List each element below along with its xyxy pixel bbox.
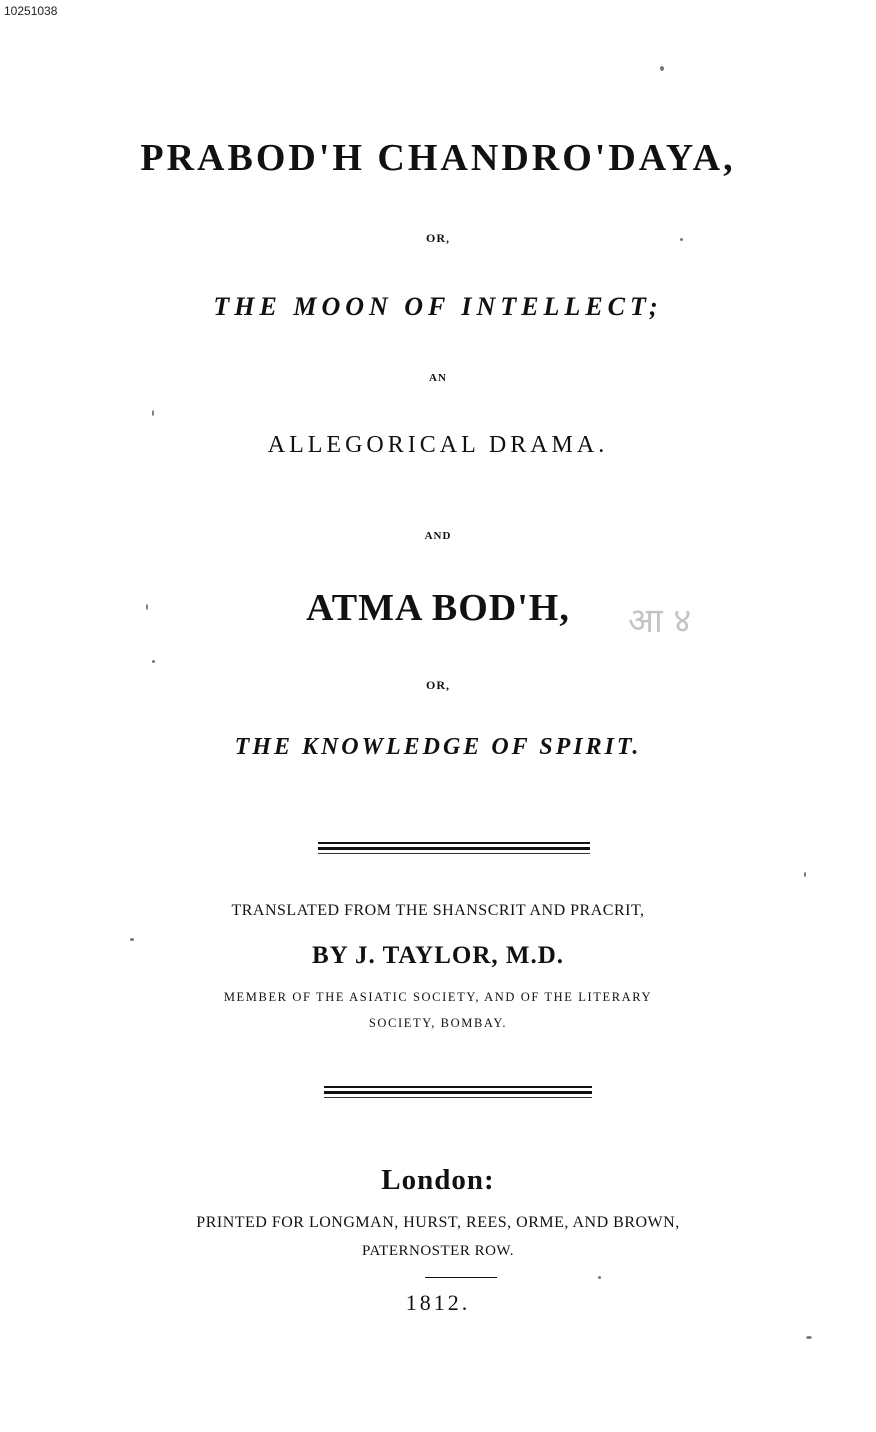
membership-line-2: SOCIETY, BOMBAY. (368, 1016, 508, 1030)
ornamental-rule-1 (318, 842, 590, 856)
scan-speck (152, 660, 155, 663)
or-connector-2: OR, (426, 678, 450, 692)
ornamental-rule-2 (324, 1086, 592, 1100)
scan-speck (130, 938, 134, 941)
allegorical-drama-line: ALLEGORICAL DRAMA. (267, 432, 609, 458)
second-title: ATMA BOD'H, (306, 587, 570, 629)
devanagari-stamp: आ ४ (628, 601, 692, 641)
subtitle-moon-of-intellect: THE MOON OF INTELLECT; (213, 292, 663, 321)
short-rule (425, 1277, 497, 1278)
an-connector: AN (429, 372, 447, 384)
catalog-number: 10251038 (4, 4, 58, 18)
main-title: PRABOD'H CHANDRO'DAYA, (140, 137, 736, 179)
or-connector-1: OR, (426, 231, 450, 245)
imprint-city: London: (381, 1164, 495, 1196)
publication-year: 1812. (405, 1290, 471, 1315)
scan-speck (680, 238, 683, 241)
membership-line-1: MEMBER OF THE ASIATIC SOCIETY, AND OF THE LITERARY (223, 990, 653, 1004)
scan-speck (146, 604, 148, 610)
and-connector: AND (424, 530, 452, 542)
publisher-line: PRINTED FOR LONGMAN, HURST, REES, ORME, AND BROWN, (196, 1214, 680, 1231)
translation-note: TRANSLATED FROM THE SHANSCRIT AND PRACRIT, (231, 902, 645, 919)
scan-speck (804, 872, 806, 877)
scan-speck (660, 66, 664, 71)
subtitle-knowledge-of-spirit: THE KNOWLEDGE OF SPIRIT. (234, 734, 642, 760)
scan-speck (152, 410, 154, 416)
scan-speck (598, 1276, 601, 1279)
author-line: BY J. TAYLOR, M.D. (311, 942, 565, 969)
scan-speck (806, 1336, 812, 1339)
publisher-address: PATERNOSTER ROW. (362, 1243, 514, 1259)
